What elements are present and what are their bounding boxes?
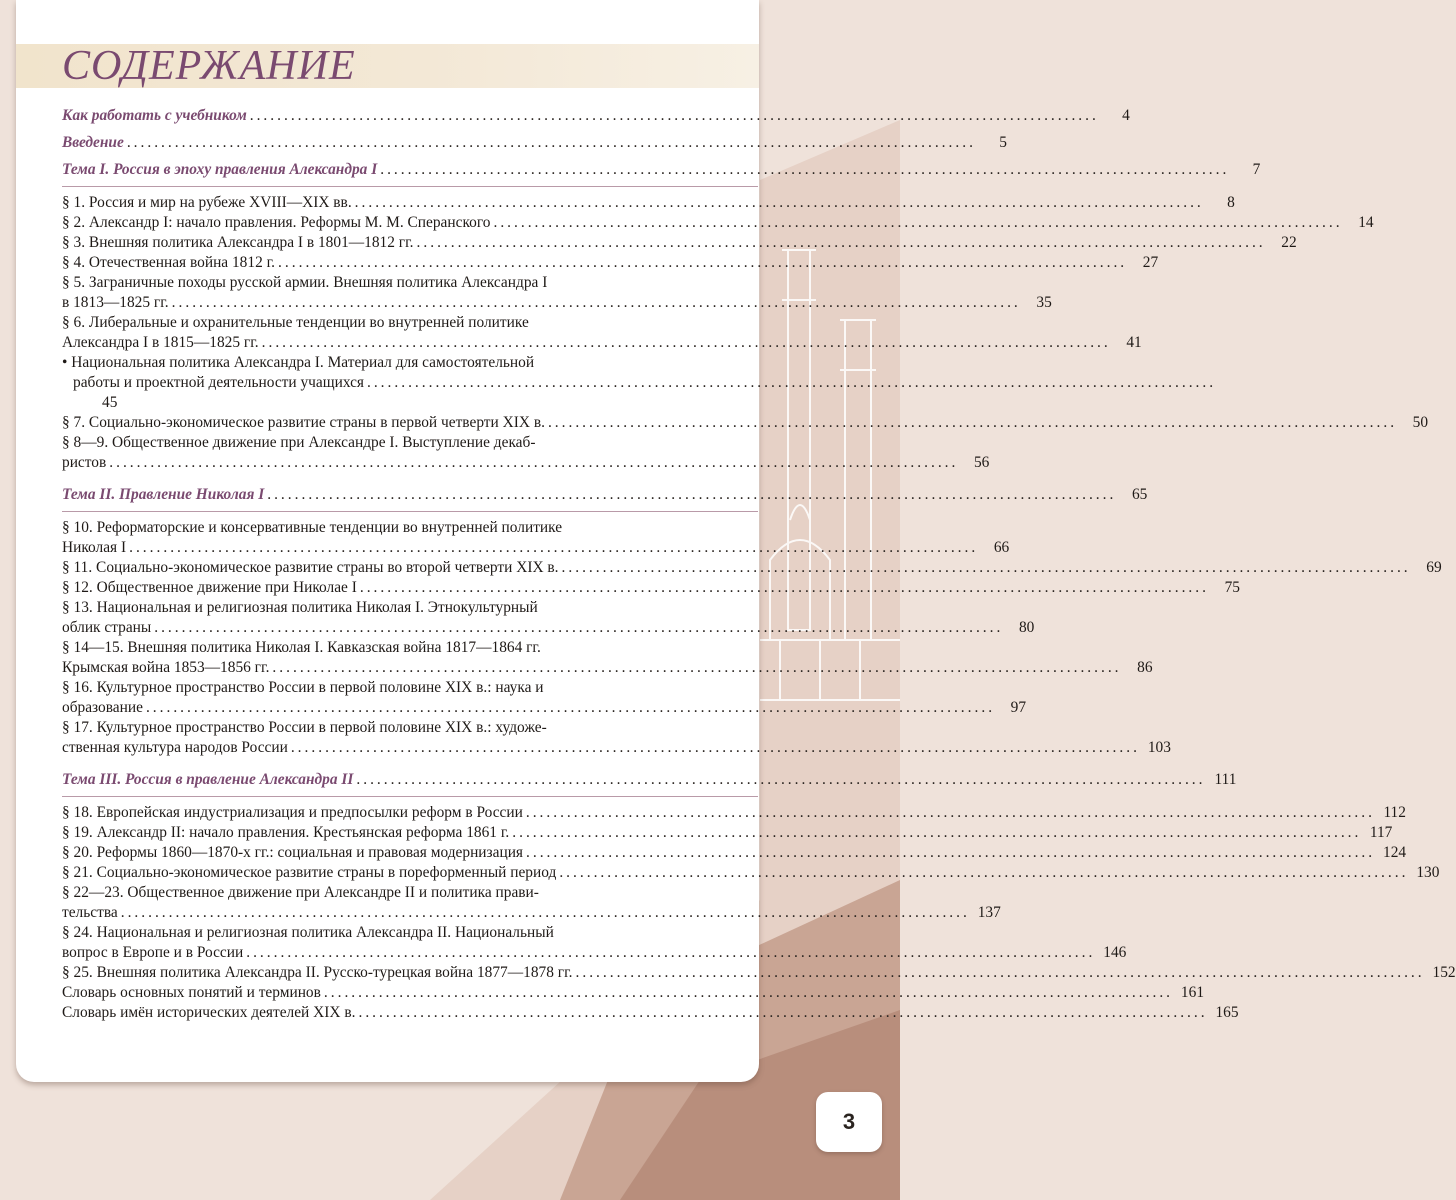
toc-entry-p21[interactable] <box>62 863 1440 883</box>
dot-leader: ............................................................................................................................ <box>145 699 996 716</box>
entry-page: 14 <box>1358 214 1374 231</box>
toc-entry-p16[interactable] <box>62 678 1027 718</box>
toc-entry-p17[interactable] <box>62 718 1171 758</box>
dot-leader: ............................................................................................................................ <box>249 107 1099 124</box>
toc-entry-p89[interactable] <box>62 433 990 473</box>
dot-leader: ............................................................................................................................ <box>493 214 1343 231</box>
dot-leader: ............................................................................................................................ <box>154 619 1004 636</box>
entry-title: § 4. Отечественная война 1812 г. <box>62 254 276 271</box>
dot-leader: ............................................................................................................................ <box>547 414 1398 431</box>
entry-page: 103 <box>1147 739 1171 756</box>
entry-title: § 19. Александр II: начало правления. Крестьянская реформа 1861 г. <box>62 824 510 841</box>
entry-title-line2: ристов <box>62 454 107 471</box>
entry-title-line1: § 13. Национальная и религиозная политика Николая I. Этнокультурный <box>62 599 538 616</box>
page-number: 3 <box>816 1092 882 1152</box>
entry-title: § 3. Внешняя политика Александра I в 1801—1812 гг. <box>62 234 414 251</box>
entry-page: 41 <box>1126 334 1142 351</box>
table-of-contents <box>62 106 1456 1023</box>
dot-leader: ............................................................................................................................ <box>267 486 1117 503</box>
dot-leader: ............................................................................................................................ <box>575 964 1425 981</box>
dot-leader: ............................................................................................................................ <box>129 539 979 556</box>
entry-page: 152 <box>1432 964 1456 981</box>
toc-entry-intro[interactable] <box>62 133 1007 153</box>
entry-page: 65 <box>1131 486 1148 503</box>
dot-leader: ............................................................................................................................ <box>359 579 1209 596</box>
entry-page: 5 <box>999 134 1007 151</box>
entry-title-line2: Николая I <box>62 539 127 556</box>
entry-page: 117 <box>1369 824 1393 841</box>
toc-entry-p12[interactable] <box>62 578 1240 598</box>
toc-entry-p10[interactable] <box>62 518 1010 558</box>
entry-title-line1: § 10. Реформаторские и консервативные тенденции во внутренней политике <box>62 519 563 536</box>
entry-title-line1: § 24. Национальная и религиозная политика Александра II. Национальный <box>62 924 554 941</box>
entry-title-line2: тельства <box>62 904 118 921</box>
entry-title-line2: образование <box>62 699 143 716</box>
entry-title-line1: § 6. Либеральные и охранительные тенденции во внутренней политике <box>62 314 529 331</box>
dot-leader: ............................................................................................................................ <box>366 374 1217 391</box>
entry-title: § 18. Европейская индустриализация и предпосылки реформ в России <box>62 804 523 821</box>
theme-title: Тема II. Правление Николая I <box>62 486 265 503</box>
entry-page: 75 <box>1224 579 1240 596</box>
dot-leader: ............................................................................................................................ <box>356 771 1206 788</box>
toc-theme-2[interactable] <box>62 485 1148 505</box>
dot-leader: ............................................................................................................................ <box>559 864 1409 881</box>
dot-leader: ............................................................................................................................ <box>171 294 1021 311</box>
entry-title-line1: § 22—23. Общественное движение при Александре II и политика прави- <box>62 884 539 901</box>
entry-title: Словарь имён исторических деятелей XIX в. <box>62 1004 356 1021</box>
dot-leader: ............................................................................................................................ <box>525 804 1375 821</box>
entry-page: 4 <box>1122 107 1130 124</box>
entry-page: 45 <box>102 394 118 411</box>
divider <box>62 796 758 797</box>
entry-page: 22 <box>1281 234 1297 251</box>
entry-page: 146 <box>1103 944 1127 961</box>
entry-page: 66 <box>993 539 1010 556</box>
toc-entry-p2[interactable] <box>62 213 1374 233</box>
toc-entry-how-to[interactable] <box>62 106 1130 126</box>
dot-leader: ............................................................................................................................ <box>272 659 1122 676</box>
toc-entry-p5[interactable] <box>62 273 1052 313</box>
entry-title: Словарь основных понятий и терминов <box>62 984 321 1001</box>
dot-leader: ............................................................................................................................ <box>120 904 970 921</box>
entry-title: § 20. Реформы 1860—1870-х гг.: социальная и правовая модернизация <box>62 844 524 861</box>
dot-leader: ............................................................................................................................ <box>526 844 1376 861</box>
entry-title: Введение <box>62 134 124 151</box>
entry-title-line1: § 5. Заграничные походы русской армии. Внешняя политика Александра I <box>62 274 548 291</box>
toc-entry-p24[interactable] <box>62 923 1127 963</box>
entry-page: 165 <box>1215 1004 1239 1021</box>
divider <box>62 186 758 187</box>
entry-title-line1: • Национальная политика Александра I. Материал для самостоятельной <box>62 354 535 371</box>
entry-page: 86 <box>1137 659 1153 676</box>
dot-leader: ............................................................................................................................ <box>561 559 1411 576</box>
dot-leader: ............................................................................................................................ <box>246 944 1096 961</box>
entry-title: § 21. Социально-экономическое развитие страны в пореформенный период <box>62 864 557 881</box>
toc-entry-p7[interactable] <box>62 413 1429 433</box>
dot-leader: ............................................................................................................................ <box>354 194 1204 211</box>
toc-entry-p6[interactable] <box>62 313 1142 353</box>
dot-leader: ............................................................................................................................ <box>512 824 1362 841</box>
entry-title-line2: вопрос в Европе и в России <box>62 944 244 961</box>
entry-page: 130 <box>1416 864 1440 881</box>
dot-leader: ............................................................................................................................ <box>278 254 1128 271</box>
dot-leader: ............................................................................................................................ <box>126 134 976 151</box>
toc-entry-p25[interactable] <box>62 963 1456 983</box>
entry-page: 97 <box>1010 699 1027 716</box>
toc-theme-3[interactable] <box>62 770 1237 790</box>
theme-title: Тема III. Россия в правление Александра II <box>62 771 354 788</box>
entry-page: 50 <box>1412 414 1429 431</box>
entry-title-line1: § 14—15. Внешняя политика Николая I. Кавказская война 1817—1864 гг. <box>62 639 541 656</box>
entry-title-line2: ственная культура народов России <box>62 739 288 756</box>
entry-page: 137 <box>977 904 1001 921</box>
entry-title: Как работать с учебником <box>62 107 247 124</box>
entry-page: 124 <box>1383 844 1407 861</box>
entry-title: § 12. Общественное движение при Николае I <box>62 579 357 596</box>
toc-entry-p11[interactable] <box>62 558 1442 578</box>
entry-page: 7 <box>1252 161 1261 178</box>
entry-title-line1: § 17. Культурное пространство России в первой половине XIX в.: художе- <box>62 719 547 736</box>
contents-panel <box>16 0 1456 1082</box>
dot-leader: ............................................................................................................................ <box>109 454 959 471</box>
entry-title: § 25. Внешняя политика Александра II. Русско-турецкая война 1877—1878 гг. <box>62 964 573 981</box>
toc-entry-p18[interactable] <box>62 803 1406 823</box>
entry-page: 80 <box>1018 619 1035 636</box>
toc-entry-p1[interactable] <box>62 193 1235 213</box>
entry-page: 111 <box>1214 771 1237 788</box>
entry-title-line2: облик страны <box>62 619 152 636</box>
toc-entry-note[interactable] <box>62 353 1217 413</box>
entry-title-line2: работы и проектной деятельности учащихся <box>73 374 364 391</box>
toc-entry-p13[interactable] <box>62 598 1035 638</box>
entry-page: 35 <box>1036 294 1052 311</box>
entry-title-line1: § 16. Культурное пространство России в первой половине XIX в.: наука и <box>62 679 544 696</box>
toc-entry-names[interactable] <box>62 1003 1239 1023</box>
page-title: СОДЕРЖАНИЕ <box>62 43 356 89</box>
toc-entry-p2223[interactable] <box>62 883 1001 923</box>
entry-page: 8 <box>1227 194 1235 211</box>
entry-title: § 11. Социально-экономическое развитие страны во второй четверти XIX в. <box>62 559 559 576</box>
toc-entry-p4[interactable] <box>62 253 1159 273</box>
dot-leader: ............................................................................................................................ <box>290 739 1140 756</box>
dot-leader: ............................................................................................................................ <box>416 234 1266 251</box>
entry-page: 27 <box>1142 254 1159 271</box>
theme-title: Тема I. Россия в эпоху правления Александра I <box>62 161 378 178</box>
entry-title-line1: § 8—9. Общественное движение при Александре I. Выступление декаб- <box>62 434 536 451</box>
toc-entry-p19[interactable] <box>62 823 1393 843</box>
entry-title: § 2. Александр I: начало правления. Реформы М. М. Сперанского <box>62 214 491 231</box>
entry-title: § 1. Россия и мир на рубеже XVIII—XIX вв. <box>62 194 352 211</box>
dot-leader: ............................................................................................................................ <box>380 161 1230 178</box>
entry-page: 112 <box>1383 804 1406 821</box>
entry-title-line2: Александра I в 1815—1825 гг. <box>62 334 259 351</box>
dot-leader: ............................................................................................................................ <box>261 334 1111 351</box>
entry-page: 69 <box>1426 559 1442 576</box>
divider <box>62 511 758 512</box>
entry-title-line2: Крымская война 1853—1856 гг. <box>62 659 270 676</box>
entry-title-line2: в 1813—1825 гг. <box>62 294 169 311</box>
toc-entry-p3[interactable] <box>62 233 1297 253</box>
dot-leader: ............................................................................................................................ <box>323 984 1174 1001</box>
toc-entry-p20[interactable] <box>62 843 1407 863</box>
toc-theme-1[interactable] <box>62 160 1261 180</box>
entry-title: § 7. Социально-экономическое развитие страны в первой четверти XIX в. <box>62 414 545 431</box>
toc-entry-glossary[interactable] <box>62 983 1205 1003</box>
entry-page: 56 <box>973 454 990 471</box>
dot-leader: ............................................................................................................................ <box>358 1004 1208 1021</box>
toc-entry-p1415[interactable] <box>62 638 1153 678</box>
entry-page: 161 <box>1180 984 1205 1001</box>
